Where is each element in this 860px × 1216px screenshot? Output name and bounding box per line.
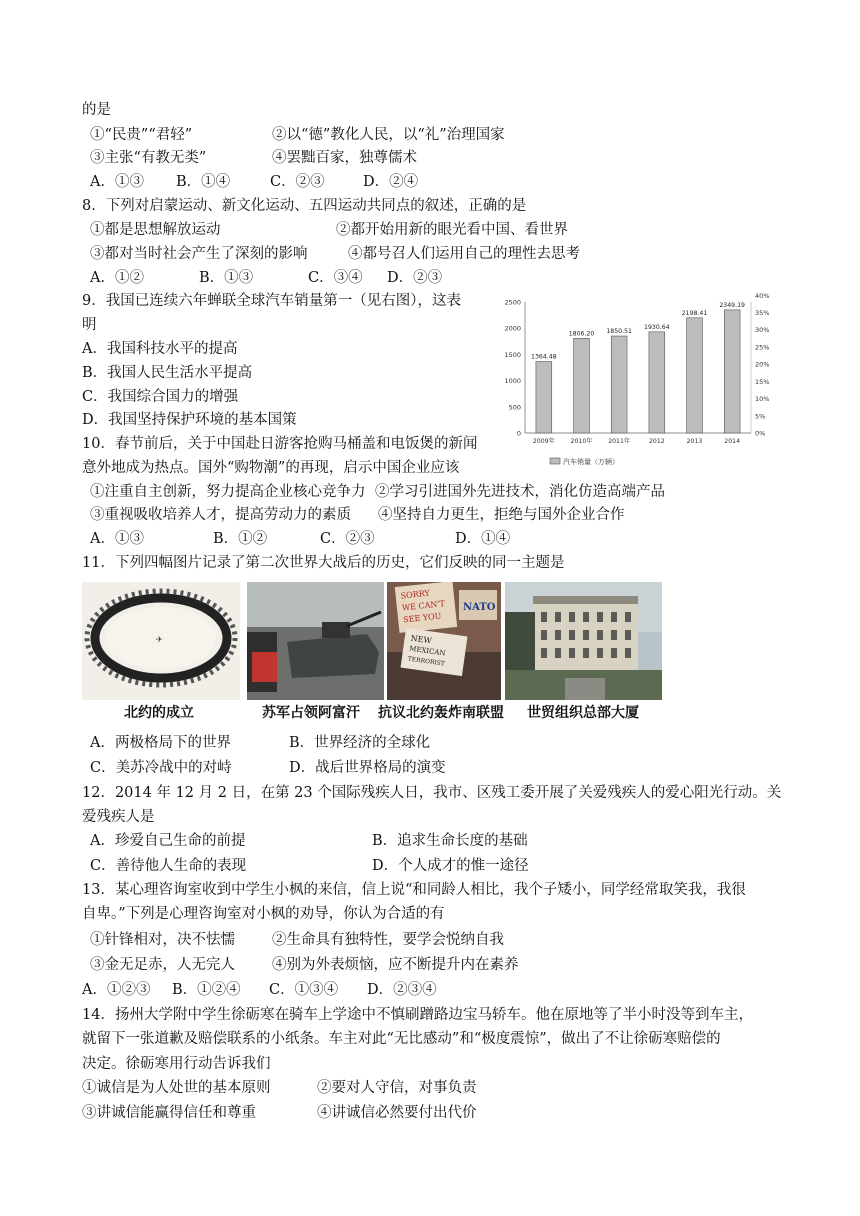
q8-option-3: ③都对当时社会产生了深刻的影响 xyxy=(90,246,308,262)
q7-answer-b: B．①④ xyxy=(176,174,231,190)
x-tick-label: 2012 xyxy=(648,438,665,445)
q13-option-1: ①针锋相对，决不怯懦 xyxy=(90,932,235,948)
photo-caption-2: 苏军占领阿富汗 xyxy=(262,705,360,721)
bar-data-label: 2198.41 xyxy=(681,309,708,317)
sign-line-1: SORRY xyxy=(400,588,431,601)
q13-stem-line2: 自卑。”下列是心理咨询室对小枫的劝导，你认为合适的有 xyxy=(82,906,445,922)
q7-option-4: ④罢黜百家，独尊儒术 xyxy=(272,150,417,166)
bar-data-label: 1806.20 xyxy=(568,330,595,338)
bar xyxy=(536,362,552,433)
q7-option-3: ③主张“有教无类” xyxy=(90,150,207,166)
q10-answer-c: C．②③ xyxy=(320,531,375,547)
q9-stem-line2: 明 xyxy=(82,317,97,333)
y-tick-label: 1500 xyxy=(504,350,521,359)
q13-answer-a: A．①②③ xyxy=(82,982,151,998)
bar-data-label: 2349.19 xyxy=(719,301,745,309)
q11-option-b: B．世界经济的全球化 xyxy=(289,735,431,751)
y2-tick-label: 0% xyxy=(755,429,766,438)
x-tick-label: 2011年 xyxy=(608,438,631,445)
chart-x-axis xyxy=(533,437,740,445)
q8-option-1: ①都是思想解放运动 xyxy=(90,222,221,238)
y-tick-label: 2500 xyxy=(504,298,521,307)
q14-stem-line2: 就留下一张道歉及赔偿联系的小纸条。车主对此“无比感动”和“极度震惊”，做出了不让徐砺寒赔偿的 xyxy=(82,1031,721,1047)
q7-stem-tail: 的是 xyxy=(82,102,111,118)
q13-answer-c: C．①③④ xyxy=(269,982,339,998)
q8-answer-b: B．①③ xyxy=(199,270,254,286)
photo-caption-1: 北约的成立 xyxy=(124,705,194,721)
y2-tick-label: 5% xyxy=(755,412,766,421)
bar-data-label: 1850.51 xyxy=(606,328,632,336)
y2-tick-label: 20% xyxy=(755,360,770,369)
q11-stem: 11．下列四幅图片记录了第二次世界大战后的历史，它们反映的同一主题是 xyxy=(82,555,565,571)
nato-founding-photo xyxy=(82,582,240,700)
y-tick-label: 1000 xyxy=(504,377,521,386)
x-tick-label: 2013 xyxy=(686,438,703,445)
photo-caption-4: 世贸组织总部大厦 xyxy=(527,705,639,721)
q11-option-c: C．美苏冷战中的对峙 xyxy=(90,760,232,776)
q9-stem-line1: 9．我国已连续六年蝉联全球汽车销量第一（见右图），这表 xyxy=(82,293,461,309)
sign-line-6: TERRORIST xyxy=(407,655,446,668)
legend-swatch xyxy=(550,458,560,464)
q9-option-a: A．我国科技水平的提高 xyxy=(82,341,238,357)
y-tick-label: 0 xyxy=(516,429,521,438)
q9-option-c: C．我国综合国力的增强 xyxy=(82,389,239,405)
q12-option-a: A．珍爱自己生命的前提 xyxy=(90,833,246,849)
q14-option-4: ④讲诚信必然要付出代价 xyxy=(317,1105,477,1121)
bar-data-label: 1364.48 xyxy=(531,353,557,361)
q12-option-c: C．善待他人生命的表现 xyxy=(90,858,247,874)
x-tick-label: 2009年 xyxy=(532,438,555,445)
bar xyxy=(574,338,590,433)
chart-legend xyxy=(550,457,619,466)
q12-option-b: B．追求生命长度的基础 xyxy=(372,833,528,849)
sign-line-3: SEE YOU xyxy=(402,611,442,625)
y2-tick-label: 25% xyxy=(755,343,770,352)
soviet-afghanistan-photo xyxy=(247,582,384,700)
q14-option-1: ①诚信是为人处世的基本原则 xyxy=(82,1080,271,1096)
q10-answer-b: B．①② xyxy=(213,531,268,547)
q7-answer-d: D．②④ xyxy=(363,174,419,190)
q14-stem-line1: 14．扬州大学附中学生徐砺寒在骑车上学途中不慎刷蹭路边宝马轿车。他在原地等了半小时没等到车主， xyxy=(82,1007,753,1023)
y-tick-label: 500 xyxy=(508,403,521,412)
y2-tick-label: 30% xyxy=(755,326,770,334)
wto-building-photo xyxy=(505,582,662,700)
q8-answer-d: D．②③ xyxy=(387,270,443,286)
q10-option-4: ④坚持自力更生，拒绝与国外企业合作 xyxy=(378,507,625,523)
car-sales-chart xyxy=(493,290,783,470)
q7-option-1: ①“民贵”“君轻” xyxy=(90,127,193,143)
x-tick-label: 2010年 xyxy=(570,438,593,445)
q9-option-d: D．我国坚持保护环境的基本国策 xyxy=(82,412,297,428)
q9-option-b: B．我国人民生活水平提高 xyxy=(82,365,253,381)
q10-answer-d: D．①④ xyxy=(455,531,511,547)
q13-option-3: ③金无足赤，人无完人 xyxy=(90,957,235,973)
svg-text:✈: ✈ xyxy=(156,635,163,644)
q8-option-2: ②都开始用新的眼光看中国、看世界 xyxy=(336,222,568,238)
y2-tick-label: 40% xyxy=(755,292,770,300)
y-tick-label: 2000 xyxy=(504,324,521,333)
q12-stem-line1: 12．2014 年 12 月 2 日，在第 23 个国际残疾人日，我市、区残工委开展了关爱残疾人的爱心阳光行动。关 xyxy=(82,785,782,801)
q13-answer-d: D．②③④ xyxy=(367,982,437,998)
q14-stem-line3: 决定。徐砺寒用行动告诉我们 xyxy=(82,1056,271,1072)
bar xyxy=(649,332,665,433)
chart-bars xyxy=(536,310,740,433)
x-tick-label: 2014 xyxy=(724,438,741,445)
bar xyxy=(611,336,627,433)
legend-label: 汽车销量（万辆） xyxy=(563,458,619,466)
q8-answer-c: C．③④ xyxy=(308,270,363,286)
sign-line-5: MEXICAN xyxy=(408,644,447,658)
q14-option-2: ②要对人守信，对事负责 xyxy=(317,1080,477,1096)
chart-data-labels xyxy=(531,302,745,361)
q12-option-d: D．个人成才的惟一途径 xyxy=(372,858,529,874)
protest-photo xyxy=(387,582,501,700)
q10-option-3: ③重视吸收培养人才，提高劳动力的素质 xyxy=(90,507,351,523)
q7-option-2: ②以“德”教化人民，以“礼”治理国家 xyxy=(272,127,505,143)
chart-grid xyxy=(525,302,751,433)
q11-option-a: A．两极格局下的世界 xyxy=(90,735,231,751)
q8-option-4: ④都号召人们运用自己的理性去思考 xyxy=(348,246,580,262)
y2-tick-label: 10% xyxy=(755,395,770,403)
y2-tick-label: 15% xyxy=(755,377,770,386)
q10-stem-line2: 意外地成为热点。国外“购物潮”的再现，启示中国企业应该 xyxy=(82,460,460,476)
q7-answer-c: C．②③ xyxy=(270,174,325,190)
q13-option-2: ②生命具有独特性，要学会悦纳自我 xyxy=(272,932,504,948)
q12-stem-line2: 爱残疾人是 xyxy=(82,809,155,825)
q14-option-3: ③讲诚信能赢得信任和尊重 xyxy=(82,1105,256,1121)
q7-answer-a: A．①③ xyxy=(90,174,144,190)
sign-line-2: WE CAN'T xyxy=(401,599,446,613)
q10-option-2: ②学习引进国外先进技术，消化仿造高端产品 xyxy=(375,484,665,500)
q8-stem: 8．下列对启蒙运动、新文化运动、五四运动共同点的叙述，正确的是 xyxy=(82,198,527,214)
q13-answer-b: B．①②④ xyxy=(172,982,241,998)
chart-y-axis xyxy=(504,299,521,438)
q10-option-1: ①注重自主创新，努力提高企业核心竞争力 xyxy=(90,484,366,500)
q13-option-4: ④别为外表烦恼，应不断提升内在素养 xyxy=(272,957,519,973)
q10-answer-a: A．①③ xyxy=(90,531,144,547)
sign-line-4: NEW xyxy=(410,633,433,646)
chart-y2-axis xyxy=(755,292,769,438)
q10-stem-line1: 10．春节前后，关于中国赴日游客抢购马桶盖和电饭煲的新闻 xyxy=(82,436,478,452)
sign-line-7: NATO xyxy=(463,602,496,613)
bar xyxy=(687,318,703,433)
q13-stem-line1: 13．某心理咨询室收到中学生小枫的来信，信上说“和同龄人相比，我个子矮小，同学经常取笑我，我很 xyxy=(82,882,746,898)
photo-caption-3: 抗议北约轰炸南联盟 xyxy=(378,705,504,721)
bar xyxy=(724,310,740,433)
y2-tick-label: 35% xyxy=(755,308,770,317)
bar-data-label: 1930.64 xyxy=(644,323,670,331)
q8-answer-a: A．①② xyxy=(90,270,144,286)
q11-option-d: D．战后世界格局的演变 xyxy=(289,760,446,776)
